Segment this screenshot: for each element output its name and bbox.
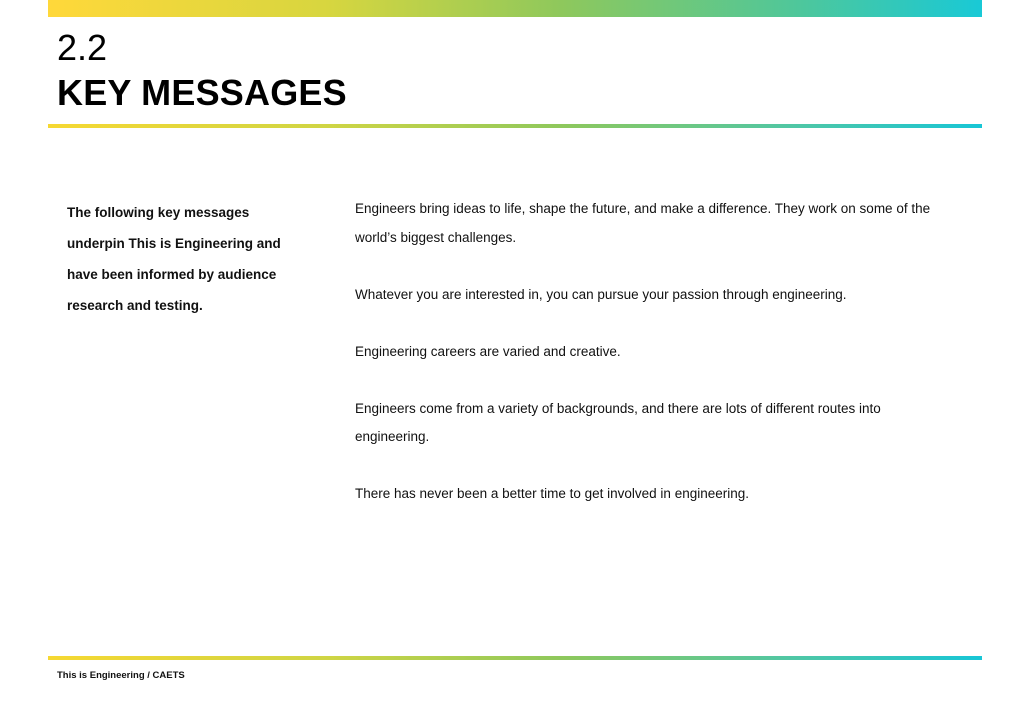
key-messages-list bbox=[355, 195, 955, 537]
top-gradient-bar bbox=[48, 0, 982, 17]
key-message: Engineers come from a variety of backgrounds, and there are lots of different routes into engineering. bbox=[355, 400, 881, 444]
key-message: Engineering careers are varied and creative. bbox=[355, 343, 621, 359]
section-number: 2.2 bbox=[57, 27, 108, 68]
intro-text: The following key messages underpin This is Engineering and have been informed by audience research and testing. bbox=[67, 205, 281, 313]
page-title: KEY MESSAGES bbox=[57, 72, 347, 113]
footer-divider bbox=[48, 656, 982, 660]
key-message: Engineers bring ideas to life, shape the future, and make a difference. They work on some of the world’s biggest challenges. bbox=[355, 201, 931, 245]
key-message: Whatever you are interested in, you can pursue your passion through engineering. bbox=[355, 286, 847, 302]
key-message: There has never been a better time to get involved in engineering. bbox=[355, 486, 749, 501]
footer-text: This is Engineering / CAETS bbox=[57, 670, 185, 681]
header-divider bbox=[48, 124, 982, 128]
